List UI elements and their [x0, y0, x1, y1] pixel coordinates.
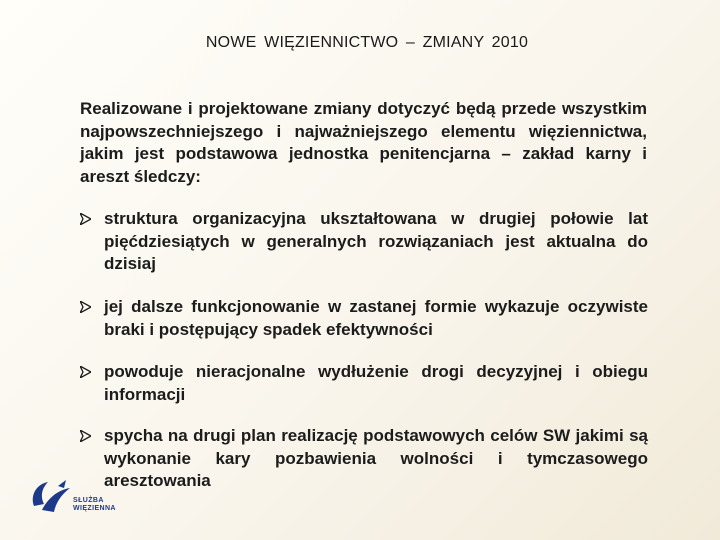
slide-title: NOWE WIĘZIENNICTWO – ZMIANY 2010 [205, 34, 529, 51]
bullet-text: powoduje nieracjonalne wydłużenie drogi decyzyjnej i obiegu informacji [104, 362, 648, 404]
logo-text [73, 497, 116, 513]
logo-emblem-icon [28, 476, 74, 516]
arrowhead-bullet-icon [80, 301, 91, 313]
bullet-text: spycha na drugi plan realizację podstawowych celów SW jakimi są wykonanie kary pozbawienia wolności i tymczasowego aresztowania [104, 426, 648, 490]
sluzba-wiezienna-logo [28, 476, 128, 516]
arrowhead-bullet-icon [80, 213, 91, 225]
logo-line1: SŁUŻBA [73, 497, 104, 504]
bullet-text: jej dalsze funkcjonowanie w zastanej formie wykazuje oczywiste braki i postępujący spadek efektywności [104, 297, 648, 339]
logo-line2: WIĘZIENNA [73, 505, 116, 512]
bullet-text: struktura organizacyjna ukształtowana w drugiej połowie lat pięćdziesiątych w generalnych rozwiązaniach jest aktualna do dzisiaj [104, 209, 648, 273]
arrowhead-bullet-icon [80, 430, 91, 442]
intro-paragraph: Realizowane i projektowane zmiany dotyczyć będą przede wszystkim najpowszechniejszego i najważniejszego elementu więziennictwa, jakim jest podstawowa jednostka penitencjarna – zakład karny i areszt śledczy: [80, 99, 647, 186]
arrowhead-bullet-icon [80, 366, 91, 378]
